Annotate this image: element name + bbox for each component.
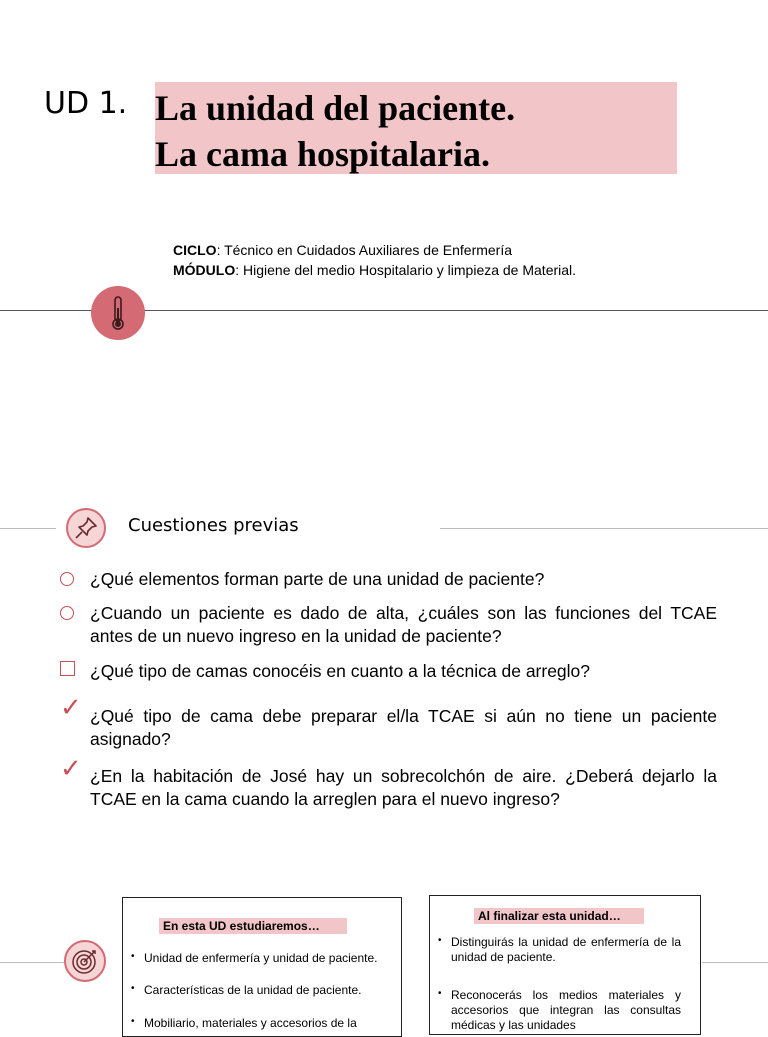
- divider-bottom-left: [0, 962, 64, 963]
- divider-mid-right: [440, 528, 768, 529]
- target-icon: [66, 942, 104, 980]
- page-title-line-1: La unidad del paciente.: [155, 88, 516, 128]
- list-item: • Reconocerás los medios materiales y accesorios que integran las consultas médicas y las unidades: [451, 988, 681, 1033]
- question-item: ¿Cuando un paciente es dado de alta, ¿cuáles son las funciones del TCAE antes de un nuevo ingreso en la unidad de paciente?: [90, 603, 717, 646]
- card-study-topics: [122, 897, 402, 1037]
- circle-bullet-icon: [60, 572, 74, 586]
- card-learning-outcomes: [429, 895, 701, 1035]
- list-item: • Mobiliario, materiales y accesorios de la: [144, 1016, 394, 1031]
- question-item: ¿En la habitación de José hay un sobrecolchón de aire. ¿Deberá dejarlo la TCAE en la cama cuando la arreglen para el nuevo ingreso?: [90, 766, 717, 809]
- target-badge: [64, 940, 106, 982]
- thermometer-icon: [91, 286, 145, 340]
- list-item: • Distinguirás la unidad de enfermería de la unidad de paciente.: [451, 935, 681, 965]
- section-title: Cuestiones previas: [128, 515, 299, 536]
- pushpin-icon: [68, 510, 104, 546]
- card-heading: En esta UD estudiaremos…: [159, 918, 347, 934]
- question-item: ¿Qué tipo de camas conocéis en cuanto a la técnica de arreglo?: [90, 661, 591, 681]
- circle-bullet-icon: [60, 606, 74, 620]
- list-item: • Características de la unidad de paciente.: [144, 983, 394, 998]
- question-item: ¿Qué elementos forman parte de una unidad de paciente?: [90, 569, 545, 589]
- thermometer-badge: [91, 286, 145, 340]
- meta-modulo: [173, 262, 576, 278]
- question-item: ¿Qué tipo de cama debe preparar el/la TCAE si aún no tiene un paciente asignado?: [90, 706, 717, 749]
- divider-mid-left: [0, 528, 56, 529]
- checkbox-bullet-icon: [60, 661, 75, 676]
- page-title-line-2: La cama hospitalaria.: [155, 134, 491, 174]
- checkmark-icon: ✓: [60, 753, 82, 783]
- divider-bottom-right: [702, 962, 768, 963]
- modulo-value: : Higiene del medio Hospitalario y limpieza de Material.: [235, 262, 577, 278]
- list-item: • Unidad de enfermería y unidad de paciente.: [144, 951, 394, 966]
- meta-ciclo: [173, 242, 512, 258]
- ciclo-value: : Técnico en Cuidados Auxiliares de Enfermería: [216, 242, 513, 258]
- card-heading: Al finalizar esta unidad…: [474, 908, 644, 924]
- modulo-label: MÓDULO: [173, 262, 236, 278]
- ciclo-label: CICLO: [173, 242, 217, 258]
- checkmark-icon: ✓: [60, 692, 82, 722]
- unit-label: UD 1.: [44, 86, 128, 121]
- pushpin-badge: [66, 508, 106, 548]
